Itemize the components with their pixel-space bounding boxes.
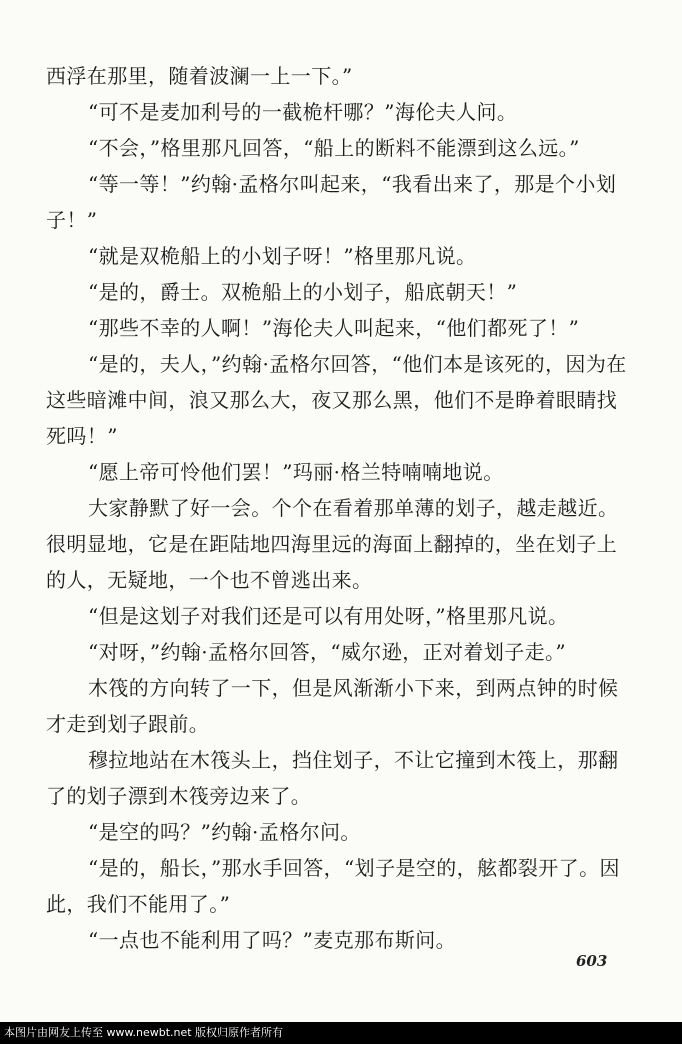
paragraph: “对呀，”约翰·孟格尔回答，“威尔逊，正对着划子走。” [88, 640, 567, 664]
paragraph: 大家静默了好一会。个个在看着那单薄的划子，越走越近。很明显地，它是在距陆地四海里远的海面上翻掉的，坐在划子上的人，无疑地，一个也不曾逃出来。 [46, 496, 619, 592]
paragraph: “一点也不能利用了吗？”麦克那布斯问。 [88, 928, 457, 952]
page-number: 603 [576, 952, 608, 970]
paragraph: 穆拉地站在木筏头上，挡住划子，不让它撞到木筏上，那翻了的划子漂到木筏旁边来了。 [46, 748, 619, 808]
paragraph: “但是这划子对我们还是可以有用处呀，”格里那凡说。 [88, 604, 569, 628]
paragraph: 木筏的方向转了一下，但是风渐渐小下来，到两点钟的时候才走到划子跟前。 [46, 676, 619, 736]
paragraph: “是的，船长，”那水手回答，“划子是空的，舷都裂开了。因此，我们不能用了。” [46, 856, 620, 916]
paragraph: “是空的吗？”约翰·孟格尔问。 [88, 820, 361, 844]
paragraph: “等一等！”约翰·孟格尔叫起来，“我看出来了，那是个小划子！” [46, 172, 617, 232]
body-text [46, 58, 636, 958]
paragraph-continuation: 西浮在那里，随着波澜一上一下。” [46, 64, 353, 88]
paragraph: “愿上帝可怜他们罢！”玛丽·格兰特喃喃地说。 [88, 460, 504, 484]
paragraph: “可不是麦加利号的一截桅杆哪？”海伦夫人问。 [88, 100, 518, 124]
paragraph: “不会，”格里那凡回答，“船上的断料不能漂到这么远。” [88, 136, 580, 160]
paragraph: “是的，爵士。双桅船上的小划子，船底朝天！” [88, 280, 518, 304]
paragraph: “是的，夫人，”约翰·孟格尔回答，“他们本是该死的，因为在这些暗滩中间，浪又那么大，夜又那么黑，他们不是睁着眼睛找死吗！” [46, 352, 627, 448]
watermark-footer: 本图片由网友上传至 www.newbt.net 版权归原作者所有 [0, 1022, 682, 1044]
paragraph: “就是双桅船上的小划子呀！”格里那凡说。 [88, 244, 477, 268]
paragraph: “那些不幸的人啊！”海伦夫人叫起来，“他们都死了！” [88, 316, 580, 340]
